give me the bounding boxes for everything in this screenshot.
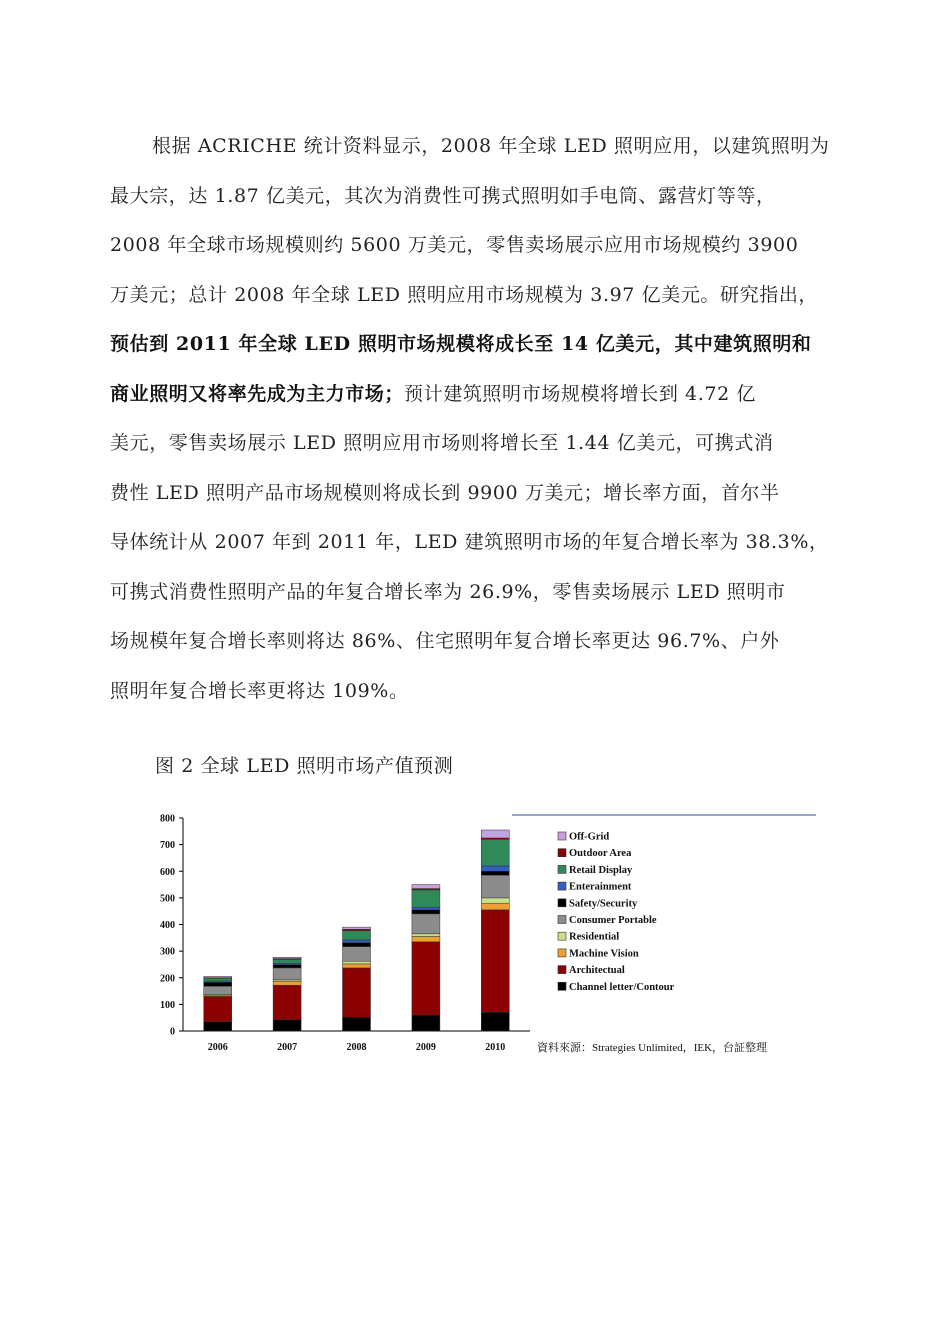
legend-swatch bbox=[558, 916, 566, 924]
stacked-bar-chart bbox=[150, 800, 830, 1070]
legend-label: Enterainment bbox=[569, 881, 632, 893]
x-tick-label: 2007 bbox=[277, 1042, 298, 1053]
bar-segment bbox=[412, 934, 440, 937]
legend-label: Off-Grid bbox=[569, 831, 610, 843]
bar-segment bbox=[273, 957, 301, 958]
bar-segment bbox=[481, 875, 509, 898]
bar-segment bbox=[273, 981, 301, 985]
legend-swatch bbox=[558, 865, 566, 873]
source-note: 資料來源：Strategies Unlimited，IEK，台証整理 bbox=[537, 1042, 768, 1054]
paragraph-line: 导体统计从 2007 年到 2011 年，LED 建筑照明市场的年复合增长率为 38.3%， bbox=[110, 531, 829, 553]
bar-segment bbox=[481, 1012, 509, 1031]
paragraph-line: 根据 ACRICHE 统计资料显示，2008 年全球 LED 照明应用，以建筑照明为 bbox=[152, 135, 830, 157]
bar-segment bbox=[412, 914, 440, 934]
x-tick-label: 2009 bbox=[415, 1042, 436, 1053]
bar-segment bbox=[343, 947, 371, 962]
y-tick-label: 200 bbox=[160, 973, 175, 985]
body-paragraph bbox=[110, 122, 850, 716]
y-tick-label: 0 bbox=[170, 1026, 175, 1038]
legend-swatch bbox=[558, 832, 566, 840]
bar-segment bbox=[481, 830, 509, 838]
bar-segment bbox=[412, 907, 440, 910]
bar-segment bbox=[481, 903, 509, 910]
paragraph-line: 最大宗，达 1.87 亿美元，其次为消费性可携式照明如手电筒、露营灯等等， bbox=[110, 184, 776, 207]
bar-segment bbox=[343, 943, 371, 947]
legend-swatch bbox=[558, 932, 566, 940]
bar-segment bbox=[343, 961, 371, 964]
legend-swatch bbox=[558, 982, 566, 990]
legend-swatch bbox=[558, 966, 566, 974]
bar-segment bbox=[481, 871, 509, 875]
legend-swatch bbox=[558, 849, 566, 857]
paragraph-line: 万美元；总计 2008 年全球 LED 照明应用市场规模为 3.97 亿美元。研究指出， bbox=[110, 283, 819, 306]
paragraph-line bbox=[110, 370, 850, 420]
x-tick-label: 2008 bbox=[346, 1042, 367, 1053]
legend-label: Outdoor Area bbox=[569, 848, 632, 860]
bar-segment bbox=[204, 976, 232, 977]
bar-segment bbox=[412, 885, 440, 889]
bar-segment bbox=[412, 942, 440, 1015]
paragraph-line: 可携式消费性照明产品的年复合增长率为 26.9%，零售卖场展示 LED 照明市 bbox=[110, 580, 786, 603]
paragraph-line: 2008 年全球市场规模则约 5600 万美元，零售卖场展示应用市场规模约 3900 bbox=[110, 234, 799, 256]
bar-segment bbox=[204, 978, 232, 981]
paragraph-line: 照明年复合增长率更将达 109%。 bbox=[110, 679, 409, 702]
bar-segment bbox=[204, 986, 232, 994]
bar-segment bbox=[343, 1017, 371, 1031]
bar-segment bbox=[204, 1022, 232, 1031]
y-tick-label: 300 bbox=[160, 946, 175, 958]
paragraph-line: 费性 LED 照明产品市场规模则将成长到 9900 万美元；增长率方面，首尔半 bbox=[110, 481, 780, 504]
paragraph-line bbox=[110, 320, 850, 370]
bar-segment bbox=[343, 964, 371, 968]
bar-segment bbox=[481, 839, 509, 866]
y-tick-label: 600 bbox=[160, 866, 175, 878]
bold-text: 预估到 2011 年全球 LED 照明市场规模将成长至 14 亿美元，其中建筑照明和 bbox=[110, 333, 812, 355]
paragraph-line: 美元，零售卖场展示 LED 照明应用市场则将增长至 1.44 亿美元，可携式消 bbox=[110, 432, 774, 454]
legend-label: Architectual bbox=[569, 965, 625, 977]
bar-segment bbox=[343, 931, 371, 940]
y-tick-label: 700 bbox=[160, 840, 175, 852]
legend-label: Consumer Portable bbox=[569, 915, 657, 926]
paragraph-text: 预计建筑照明市场规模将增长到 4.72 亿 bbox=[404, 382, 757, 405]
bar-segment bbox=[412, 936, 440, 941]
y-tick-label: 100 bbox=[160, 999, 175, 1011]
bar-segment bbox=[273, 1020, 301, 1031]
bar-segment bbox=[343, 940, 371, 943]
legend-label: Safety/Security bbox=[569, 898, 638, 910]
bar-segment bbox=[343, 968, 371, 1017]
x-tick-label: 2010 bbox=[485, 1042, 506, 1053]
bar-segment bbox=[481, 910, 509, 1013]
bar-segment bbox=[273, 965, 301, 968]
legend-label: Machine Vision bbox=[569, 948, 639, 960]
y-tick-label: 400 bbox=[160, 920, 175, 931]
figure-caption: 图 2 全球 LED 照明市场产值预测 bbox=[155, 755, 454, 777]
bold-text: 商业照明又将率先成为主力市场； bbox=[110, 382, 405, 405]
bar-segment bbox=[412, 890, 440, 907]
bar-segment bbox=[204, 996, 232, 1021]
paragraph-line: 场规模年复合增长率则将达 86%、住宅照明年复合增长率更达 96.7%、户外 bbox=[110, 630, 780, 652]
legend-label: Channel letter/Contour bbox=[569, 981, 675, 993]
legend-swatch bbox=[558, 949, 566, 957]
bar-segment bbox=[273, 968, 301, 980]
y-tick-label: 500 bbox=[160, 893, 175, 905]
bar-segment bbox=[481, 866, 509, 871]
y-tick-label: 800 bbox=[160, 813, 175, 825]
legend-label: Retail Display bbox=[569, 864, 633, 876]
legend-swatch bbox=[558, 882, 566, 890]
bar-segment bbox=[204, 982, 232, 986]
bar-segment bbox=[273, 959, 301, 963]
bar-segment bbox=[343, 927, 371, 929]
bar-segment bbox=[273, 985, 301, 1020]
bar-segment bbox=[412, 1015, 440, 1031]
legend-label: Residential bbox=[569, 931, 620, 943]
legend-swatch bbox=[558, 899, 566, 907]
bar-segment bbox=[481, 898, 509, 903]
bar-segment bbox=[412, 910, 440, 914]
chart-svg bbox=[150, 800, 830, 1070]
x-tick-label: 2006 bbox=[207, 1042, 228, 1053]
